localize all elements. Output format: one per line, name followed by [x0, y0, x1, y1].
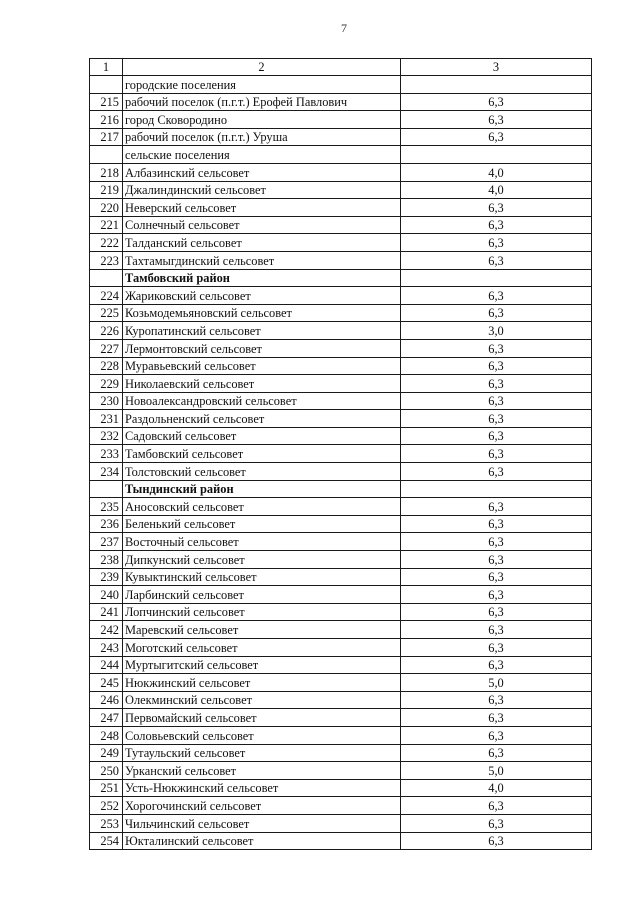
row-number: 240: [90, 586, 123, 604]
table-row: [90, 674, 592, 692]
settlement-name: Козьмодемьяновский сельсовет: [123, 304, 401, 322]
table-row: [90, 779, 592, 797]
row-number: 248: [90, 726, 123, 744]
row-number: 251: [90, 779, 123, 797]
rate-value: 6,3: [401, 463, 592, 481]
table-row: [90, 586, 592, 604]
row-number: 237: [90, 533, 123, 551]
table-row: [90, 287, 592, 305]
rate-value: 6,3: [401, 304, 592, 322]
settlement-name: Садовский сельсовет: [123, 427, 401, 445]
rate-value: 6,3: [401, 445, 592, 463]
rate-value: 6,3: [401, 339, 592, 357]
page-number: 7: [341, 21, 347, 35]
rate-value: [401, 76, 592, 94]
table-row: [90, 181, 592, 199]
table-row: [90, 551, 592, 569]
row-number: 229: [90, 375, 123, 393]
table-row: [90, 639, 592, 657]
table-row: [90, 304, 592, 322]
settlement-name: Куропатинский сельсовет: [123, 322, 401, 340]
settlement-name: Восточный сельсовет: [123, 533, 401, 551]
settlement-name: городские поселения: [123, 76, 401, 94]
section-header-row: [90, 480, 592, 498]
table-row: [90, 111, 592, 129]
settlement-name: Юкталинский сельсовет: [123, 832, 401, 850]
rate-value: 6,3: [401, 603, 592, 621]
rate-value: 6,3: [401, 375, 592, 393]
row-number: 226: [90, 322, 123, 340]
table-row: [90, 357, 592, 375]
rate-value: 6,3: [401, 410, 592, 428]
row-number: 225: [90, 304, 123, 322]
table-row: [90, 533, 592, 551]
row-number: 215: [90, 93, 123, 111]
table-row: [90, 797, 592, 815]
table-row: [90, 128, 592, 146]
subgroup-row: [90, 76, 592, 94]
table-row: [90, 392, 592, 410]
row-number: 244: [90, 656, 123, 674]
table-row: [90, 814, 592, 832]
settlement-name: сельские поселения: [123, 146, 401, 164]
settlement-name: Талданский сельсовет: [123, 234, 401, 252]
settlement-name: Николаевский сельсовет: [123, 375, 401, 393]
settlement-name: рабочий поселок (п.г.т.) Ерофей Павлович: [123, 93, 401, 111]
settlement-name: Раздольненский сельсовет: [123, 410, 401, 428]
rate-value: 6,3: [401, 568, 592, 586]
row-number: 239: [90, 568, 123, 586]
row-number: 223: [90, 251, 123, 269]
row-number: 232: [90, 427, 123, 445]
settlement-name: город Сковородино: [123, 111, 401, 129]
table-row: [90, 339, 592, 357]
rate-value: 6,3: [401, 199, 592, 217]
rate-value: 6,3: [401, 586, 592, 604]
row-number: 219: [90, 181, 123, 199]
rate-value: 6,3: [401, 216, 592, 234]
settlement-name: Усть-Нюкжинский сельсовет: [123, 779, 401, 797]
row-number: 234: [90, 463, 123, 481]
row-number: 250: [90, 762, 123, 780]
settlement-name: Соловьевский сельсовет: [123, 726, 401, 744]
row-number: 243: [90, 639, 123, 657]
table-row: [90, 568, 592, 586]
table-row: [90, 726, 592, 744]
rate-value: 6,3: [401, 392, 592, 410]
row-number: 246: [90, 691, 123, 709]
row-number: 241: [90, 603, 123, 621]
settlement-name: Кувыктинский сельсовет: [123, 568, 401, 586]
rate-value: 5,0: [401, 674, 592, 692]
rate-value: 6,3: [401, 832, 592, 850]
row-number: 224: [90, 287, 123, 305]
rate-value: 4,0: [401, 181, 592, 199]
settlement-name: Толстовский сельсовет: [123, 463, 401, 481]
table-row: [90, 762, 592, 780]
table-row: [90, 832, 592, 850]
rate-value: 4,0: [401, 779, 592, 797]
rate-value: 6,3: [401, 533, 592, 551]
rate-value: 6,3: [401, 515, 592, 533]
rate-value: 6,3: [401, 551, 592, 569]
settlement-name: Албазинский сельсовет: [123, 163, 401, 181]
table-row: [90, 498, 592, 516]
settlement-name: Тамбовский район: [123, 269, 401, 287]
row-number: 249: [90, 744, 123, 762]
row-number: 252: [90, 797, 123, 815]
header-col-2: 2: [123, 59, 401, 76]
rate-value: 6,3: [401, 709, 592, 727]
row-number: 217: [90, 128, 123, 146]
rate-value: 6,3: [401, 287, 592, 305]
settlement-name: Муравьевский сельсовет: [123, 357, 401, 375]
settlement-name: Беленький сельсовет: [123, 515, 401, 533]
rate-value: 6,3: [401, 251, 592, 269]
row-number: 242: [90, 621, 123, 639]
row-number: 245: [90, 674, 123, 692]
rate-value: 6,3: [401, 234, 592, 252]
table-row: [90, 656, 592, 674]
settlement-name: Джалиндинский сельсовет: [123, 181, 401, 199]
rate-value: 6,3: [401, 498, 592, 516]
settlement-name: Маревский сельсовет: [123, 621, 401, 639]
settlement-name: Тындинский район: [123, 480, 401, 498]
rate-value: [401, 269, 592, 287]
settlement-name: Дипкунский сельсовет: [123, 551, 401, 569]
rate-value: 3,0: [401, 322, 592, 340]
row-number: 216: [90, 111, 123, 129]
settlement-name: Неверский сельсовет: [123, 199, 401, 217]
settlement-name: Новоалександровский сельсовет: [123, 392, 401, 410]
table-row: [90, 744, 592, 762]
table-row: [90, 410, 592, 428]
rate-value: 6,3: [401, 726, 592, 744]
rate-value: 6,3: [401, 111, 592, 129]
table-row: [90, 163, 592, 181]
settlement-name: Аносовский сельсовет: [123, 498, 401, 516]
row-number: 230: [90, 392, 123, 410]
subgroup-row: [90, 146, 592, 164]
row-number: 222: [90, 234, 123, 252]
row-number: [90, 146, 123, 164]
table-row: [90, 216, 592, 234]
settlement-name: Чильчинский сельсовет: [123, 814, 401, 832]
settlement-name: Моготский сельсовет: [123, 639, 401, 657]
settlement-name: рабочий поселок (п.г.т.) Уруша: [123, 128, 401, 146]
table-row: [90, 199, 592, 217]
rate-value: 6,3: [401, 797, 592, 815]
rate-value: [401, 480, 592, 498]
rate-value: 6,3: [401, 639, 592, 657]
row-number: 235: [90, 498, 123, 516]
table-row: [90, 691, 592, 709]
row-number: 253: [90, 814, 123, 832]
rate-value: 6,3: [401, 128, 592, 146]
row-number: 231: [90, 410, 123, 428]
rate-value: [401, 146, 592, 164]
settlement-name: Тахтамыгдинский сельсовет: [123, 251, 401, 269]
row-number: 227: [90, 339, 123, 357]
settlement-name: Нюкжинский сельсовет: [123, 674, 401, 692]
rate-value: 6,3: [401, 621, 592, 639]
row-number: 247: [90, 709, 123, 727]
row-number: [90, 269, 123, 287]
row-number: 220: [90, 199, 123, 217]
table-row: [90, 93, 592, 111]
settlement-name: Лопчинский сельсовет: [123, 603, 401, 621]
table-row: [90, 427, 592, 445]
row-number: 228: [90, 357, 123, 375]
rate-value: 6,3: [401, 427, 592, 445]
table-row: [90, 603, 592, 621]
row-number: 236: [90, 515, 123, 533]
settlement-name: Лермонтовский сельсовет: [123, 339, 401, 357]
settlement-name: Жариковский сельсовет: [123, 287, 401, 305]
table-header-row: [90, 59, 592, 76]
rate-value: 6,3: [401, 814, 592, 832]
table-row: [90, 709, 592, 727]
table-row: [90, 445, 592, 463]
settlement-name: Урканский сельсовет: [123, 762, 401, 780]
rate-value: 6,3: [401, 93, 592, 111]
table-row: [90, 322, 592, 340]
rate-value: 6,3: [401, 744, 592, 762]
table-row: [90, 251, 592, 269]
header-col-3: 3: [401, 59, 592, 76]
rate-value: 6,3: [401, 357, 592, 375]
row-number: 254: [90, 832, 123, 850]
settlement-name: Хорогочинский сельсовет: [123, 797, 401, 815]
row-number: 221: [90, 216, 123, 234]
rate-value: 4,0: [401, 163, 592, 181]
table-row: [90, 463, 592, 481]
row-number: 238: [90, 551, 123, 569]
rate-value: 6,3: [401, 656, 592, 674]
row-number: 233: [90, 445, 123, 463]
row-number: 218: [90, 163, 123, 181]
section-header-row: [90, 269, 592, 287]
header-col-1: 1: [90, 59, 123, 76]
table-row: [90, 375, 592, 393]
rate-value: 5,0: [401, 762, 592, 780]
settlement-name: Муртыгитский сельсовет: [123, 656, 401, 674]
row-number: [90, 480, 123, 498]
settlement-name: Первомайский сельсовет: [123, 709, 401, 727]
settlement-name: Тутаульский сельсовет: [123, 744, 401, 762]
row-number: [90, 76, 123, 94]
settlement-name: Тамбовский сельсовет: [123, 445, 401, 463]
settlement-name: Ларбинский сельсовет: [123, 586, 401, 604]
settlements-table: [89, 58, 592, 850]
settlement-name: Солнечный сельсовет: [123, 216, 401, 234]
rate-value: 6,3: [401, 691, 592, 709]
table-row: [90, 234, 592, 252]
settlement-name: Олекминский сельсовет: [123, 691, 401, 709]
table-row: [90, 515, 592, 533]
table-row: [90, 621, 592, 639]
